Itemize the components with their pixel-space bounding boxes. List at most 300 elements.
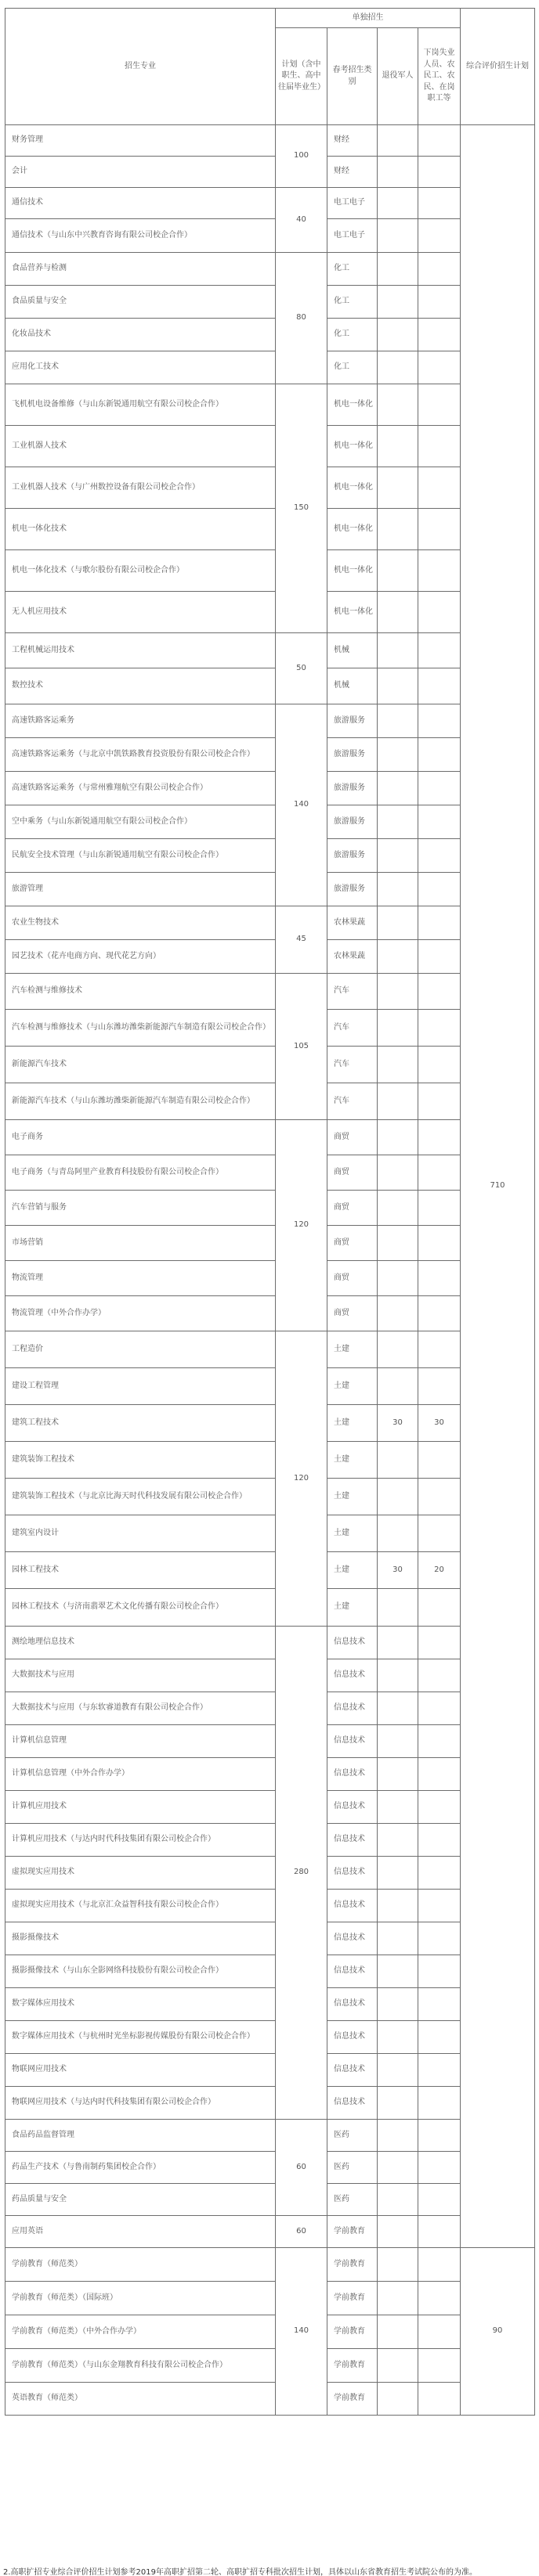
table-row <box>5 1331 535 1368</box>
category-cell: 机械 <box>327 633 378 668</box>
major-cell: 数控技术 <box>5 668 276 704</box>
header-single-admission: 单独招生 <box>276 9 461 28</box>
veteran-cell <box>378 1824 418 1857</box>
category-cell: 商贸 <box>327 1120 378 1155</box>
veteran-cell <box>378 1725 418 1758</box>
laid-off-cell <box>418 906 461 940</box>
laid-off-cell <box>418 1083 461 1120</box>
header-category: 春考招生类别 <box>327 28 378 125</box>
table-row <box>5 1955 535 1988</box>
category-cell: 旅游服务 <box>327 704 378 738</box>
veteran-cell <box>378 633 418 668</box>
laid-off-cell <box>418 2120 461 2152</box>
veteran-cell <box>378 2282 418 2315</box>
laid-off-cell <box>418 1155 461 1191</box>
table-row <box>5 1155 535 1191</box>
major-cell: 计算机信息管理 <box>5 1725 276 1758</box>
laid-off-cell <box>418 1659 461 1692</box>
laid-off-cell <box>418 1261 461 1296</box>
category-cell: 土建 <box>327 1552 378 1589</box>
laid-off-cell <box>418 319 461 351</box>
major-cell: 学前教育（师范类）（国际班） <box>5 2282 276 2315</box>
laid-off-cell <box>418 940 461 974</box>
plan-cell: 40 <box>276 188 327 253</box>
plan-cell: 105 <box>276 974 327 1120</box>
table-row <box>5 1515 535 1552</box>
category-cell: 土建 <box>327 1479 378 1515</box>
category-cell: 信息技术 <box>327 1659 378 1692</box>
veteran-cell <box>378 1791 418 1824</box>
veteran-cell <box>378 1890 418 1922</box>
major-cell: 数字媒体应用技术 <box>5 1988 276 2021</box>
laid-off-cell <box>418 1010 461 1047</box>
veteran-cell <box>378 1515 418 1552</box>
major-cell: 高速铁路客运乘务（与常州雅翔航空有限公司校企合作） <box>5 772 276 805</box>
major-cell: 机电一体化技术（与歌尔股份有限公司校企合作） <box>5 550 276 592</box>
major-cell: 电子商务（与青岛阿里产业教育科技股份有限公司校企合作） <box>5 1155 276 1191</box>
veteran-cell <box>378 2248 418 2282</box>
table-row <box>5 1758 535 1791</box>
laid-off-cell <box>418 1296 461 1331</box>
major-cell: 高速铁路客运乘务（与北京中凯铁路教育投资股份有限公司校企合作） <box>5 738 276 772</box>
major-cell: 园林工程技术（与济南翡翠艺术文化传播有限公司校企合作） <box>5 1589 276 1627</box>
veteran-cell <box>378 2054 418 2087</box>
major-cell: 工程机械运用技术 <box>5 633 276 668</box>
laid-off-cell <box>418 550 461 592</box>
veteran-cell <box>378 940 418 974</box>
header-veteran: 退役军人 <box>378 28 418 125</box>
laid-off-cell <box>418 2315 461 2349</box>
plan-cell: 280 <box>276 1627 327 2120</box>
category-cell: 财经 <box>327 125 378 157</box>
major-cell: 大数据技术与应用（与东软睿道教育有限公司校企合作） <box>5 1692 276 1725</box>
header-comprehensive: 综合评价招生计划 <box>461 9 535 125</box>
veteran-cell <box>378 509 418 550</box>
veteran-cell <box>378 157 418 188</box>
laid-off-cell <box>418 157 461 188</box>
laid-off-cell <box>418 592 461 633</box>
veteran-cell <box>378 253 418 286</box>
veteran-cell <box>378 592 418 633</box>
category-cell: 医药 <box>327 2120 378 2152</box>
veteran-cell <box>378 1627 418 1659</box>
category-cell: 化工 <box>327 319 378 351</box>
table-row <box>5 1824 535 1857</box>
category-cell: 土建 <box>327 1405 378 1442</box>
table-row <box>5 1659 535 1692</box>
veteran-cell <box>378 974 418 1010</box>
veteran-cell <box>378 319 418 351</box>
table-row <box>5 1988 535 2021</box>
table-row <box>5 2152 535 2184</box>
table-body <box>5 125 535 2416</box>
laid-off-cell <box>418 2349 461 2383</box>
table-row <box>5 550 535 592</box>
footer-note: 2.高职扩招专业综合评价招生计划参考2019年高职扩招第二轮、高职扩招专科批次招生计划，具体以山东省教育招生考试院公布的为准。 <box>3 2568 477 2576</box>
veteran-cell <box>378 1331 418 1368</box>
veteran-cell <box>378 1659 418 1692</box>
laid-off-cell <box>418 1331 461 1368</box>
laid-off-cell <box>418 286 461 319</box>
table-row <box>5 1791 535 1824</box>
major-cell: 会计 <box>5 157 276 188</box>
plan-cell: 80 <box>276 253 327 384</box>
laid-off-cell <box>418 668 461 704</box>
major-cell: 物联网应用技术 <box>5 2054 276 2087</box>
major-cell: 电子商务 <box>5 1120 276 1155</box>
major-cell: 通信技术 <box>5 188 276 219</box>
table-row <box>5 1442 535 1479</box>
plan-cell: 150 <box>276 384 327 633</box>
table-row <box>5 2120 535 2152</box>
veteran-cell <box>378 2349 418 2383</box>
major-cell: 通信技术（与山东中兴教育咨询有限公司校企合作） <box>5 219 276 253</box>
veteran-cell <box>378 1955 418 1988</box>
category-cell: 财经 <box>327 157 378 188</box>
laid-off-cell <box>418 2054 461 2087</box>
table-row <box>5 2248 535 2282</box>
major-cell: 药品质量与安全 <box>5 2184 276 2216</box>
major-cell: 新能源汽车技术（与山东潍坊潍柴新能源汽车制造有限公司校企合作） <box>5 1083 276 1120</box>
veteran-cell <box>378 805 418 839</box>
laid-off-cell <box>418 426 461 467</box>
category-cell: 化工 <box>327 286 378 319</box>
veteran-cell <box>378 286 418 319</box>
category-cell: 医药 <box>327 2184 378 2216</box>
laid-off-cell <box>418 704 461 738</box>
table-row <box>5 1627 535 1659</box>
comprehensive-total-cell: 710 <box>461 125 535 2248</box>
category-cell: 机电一体化 <box>327 550 378 592</box>
veteran-cell <box>378 1988 418 2021</box>
veteran-cell <box>378 467 418 509</box>
veteran-cell <box>378 1120 418 1155</box>
veteran-cell <box>378 2152 418 2184</box>
category-cell: 汽车 <box>327 974 378 1010</box>
major-cell: 应用化工技术 <box>5 351 276 384</box>
table-row <box>5 1226 535 1261</box>
major-cell: 学前教育（师范类）（与山东金翔教育科技有限公司校企合作） <box>5 2349 276 2383</box>
category-cell: 旅游服务 <box>327 873 378 906</box>
major-cell: 工业机器人技术 <box>5 426 276 467</box>
laid-off-cell <box>418 2021 461 2054</box>
table-row <box>5 2216 535 2248</box>
veteran-cell <box>378 2120 418 2152</box>
laid-off-cell <box>418 2248 461 2282</box>
major-cell: 高速铁路客运乘务 <box>5 704 276 738</box>
veteran-cell <box>378 772 418 805</box>
category-cell: 信息技术 <box>327 2021 378 2054</box>
laid-off-cell <box>418 2087 461 2120</box>
major-cell: 测绘地理信息技术 <box>5 1627 276 1659</box>
table-row <box>5 219 535 253</box>
plan-cell: 50 <box>276 633 327 704</box>
laid-off-cell <box>418 467 461 509</box>
veteran-cell <box>378 1296 418 1331</box>
plan-cell: 120 <box>276 1331 327 1627</box>
laid-off-cell <box>418 253 461 286</box>
laid-off-cell <box>418 1515 461 1552</box>
veteran-cell <box>378 2021 418 2054</box>
category-cell: 商贸 <box>327 1226 378 1261</box>
laid-off-cell <box>418 1627 461 1659</box>
category-cell: 汽车 <box>327 1047 378 1083</box>
category-cell: 学前教育 <box>327 2248 378 2282</box>
veteran-cell: 30 <box>378 1405 418 1442</box>
laid-off-cell <box>418 1955 461 1988</box>
laid-off-cell: 20 <box>418 1552 461 1589</box>
table-row <box>5 805 535 839</box>
major-cell: 计算机应用技术 <box>5 1791 276 1824</box>
veteran-cell <box>378 906 418 940</box>
major-cell: 汽车检测与维修技术 <box>5 974 276 1010</box>
laid-off-cell <box>418 2152 461 2184</box>
veteran-cell <box>378 426 418 467</box>
laid-off-cell <box>418 772 461 805</box>
table-row <box>5 738 535 772</box>
table-row <box>5 2087 535 2120</box>
veteran-cell <box>378 1857 418 1890</box>
table-row <box>5 873 535 906</box>
category-cell: 信息技术 <box>327 1692 378 1725</box>
major-cell: 药品生产技术（与鲁南制药集团校企合作） <box>5 2152 276 2184</box>
major-cell: 大数据技术与应用 <box>5 1659 276 1692</box>
category-cell: 信息技术 <box>327 1725 378 1758</box>
category-cell: 学前教育 <box>327 2282 378 2315</box>
category-cell: 信息技术 <box>327 2087 378 2120</box>
major-cell: 虚拟现实应用技术 <box>5 1857 276 1890</box>
major-cell: 食品药品监督管理 <box>5 2120 276 2152</box>
table-row <box>5 2021 535 2054</box>
laid-off-cell <box>418 219 461 253</box>
laid-off-cell <box>418 384 461 426</box>
admission-plan-table-wrapper <box>0 8 539 2416</box>
category-cell: 机电一体化 <box>327 467 378 509</box>
table-row <box>5 286 535 319</box>
veteran-cell <box>378 2184 418 2216</box>
category-cell: 农林果蔬 <box>327 906 378 940</box>
plan-cell: 140 <box>276 704 327 906</box>
table-row <box>5 188 535 219</box>
major-cell: 英语教育（师范类） <box>5 2383 276 2416</box>
category-cell: 信息技术 <box>327 1955 378 1988</box>
table-row <box>5 1296 535 1331</box>
category-cell: 机电一体化 <box>327 426 378 467</box>
laid-off-cell <box>418 1890 461 1922</box>
table-row <box>5 2282 535 2315</box>
major-cell: 市场营销 <box>5 1226 276 1261</box>
laid-off-cell <box>418 2383 461 2416</box>
major-cell: 飞机机电设备维修（与山东新锐通用航空有限公司校企合作） <box>5 384 276 426</box>
major-cell: 数字媒体应用技术（与杭州时光坐标影视传媒股份有限公司校企合作） <box>5 2021 276 2054</box>
header-plan: 计划（含中职生、高中往届毕业生） <box>276 28 327 125</box>
laid-off-cell <box>418 1047 461 1083</box>
category-cell: 电工电子 <box>327 219 378 253</box>
major-cell: 财务管理 <box>5 125 276 157</box>
category-cell: 信息技术 <box>327 1791 378 1824</box>
category-cell: 土建 <box>327 1442 378 1479</box>
table-row <box>5 668 535 704</box>
table-row <box>5 1857 535 1890</box>
veteran-cell <box>378 704 418 738</box>
plan-cell: 100 <box>276 125 327 188</box>
laid-off-cell <box>418 1725 461 1758</box>
category-cell: 机电一体化 <box>327 384 378 426</box>
laid-off-cell <box>418 1442 461 1479</box>
major-cell: 建筑室内设计 <box>5 1515 276 1552</box>
table-row <box>5 2383 535 2416</box>
veteran-cell <box>378 1758 418 1791</box>
table-row <box>5 467 535 509</box>
laid-off-cell <box>418 2282 461 2315</box>
category-cell: 电工电子 <box>327 188 378 219</box>
major-cell: 食品质量与安全 <box>5 286 276 319</box>
table-row <box>5 1725 535 1758</box>
major-cell: 农业生物技术 <box>5 906 276 940</box>
laid-off-cell <box>418 351 461 384</box>
category-cell: 学前教育 <box>327 2383 378 2416</box>
veteran-cell <box>378 1261 418 1296</box>
major-cell: 空中乘务（与山东新锐通用航空有限公司校企合作） <box>5 805 276 839</box>
major-cell: 物联网应用技术（与达内时代科技集团有限公司校企合作） <box>5 2087 276 2120</box>
table-row <box>5 1552 535 1589</box>
veteran-cell <box>378 2315 418 2349</box>
category-cell: 信息技术 <box>327 2054 378 2087</box>
category-cell: 信息技术 <box>327 1922 378 1955</box>
major-cell: 建筑装饰工程技术（与北京比海天时代科技发展有限公司校企合作） <box>5 1479 276 1515</box>
table-row <box>5 509 535 550</box>
admission-plan-table <box>5 8 535 2416</box>
laid-off-cell <box>418 1824 461 1857</box>
table-row <box>5 1083 535 1120</box>
category-cell: 机电一体化 <box>327 592 378 633</box>
table-row <box>5 1047 535 1083</box>
veteran-cell <box>378 1922 418 1955</box>
major-cell: 旅游管理 <box>5 873 276 906</box>
veteran-cell <box>378 2216 418 2248</box>
header-row-1 <box>5 9 535 28</box>
category-cell: 信息技术 <box>327 1988 378 2021</box>
veteran-cell <box>378 550 418 592</box>
table-row <box>5 1120 535 1155</box>
laid-off-cell <box>418 2216 461 2248</box>
major-cell: 计算机应用技术（与达内时代科技集团有限公司校企合作） <box>5 1824 276 1857</box>
plan-cell: 140 <box>276 2248 327 2416</box>
table-row <box>5 1692 535 1725</box>
laid-off-cell <box>418 1368 461 1405</box>
category-cell: 医药 <box>327 2152 378 2184</box>
major-cell: 应用英语 <box>5 2216 276 2248</box>
major-cell: 计算机信息管理（中外合作办学） <box>5 1758 276 1791</box>
veteran-cell <box>378 2087 418 2120</box>
table-row <box>5 157 535 188</box>
major-cell: 化妆品技术 <box>5 319 276 351</box>
major-cell: 建筑工程技术 <box>5 1405 276 1442</box>
major-cell: 园艺技术（花卉电商方向、现代花艺方向） <box>5 940 276 974</box>
category-cell: 学前教育 <box>327 2349 378 2383</box>
table-row <box>5 772 535 805</box>
category-cell: 机械 <box>327 668 378 704</box>
veteran-cell <box>378 1589 418 1627</box>
major-cell: 机电一体化技术 <box>5 509 276 550</box>
major-cell: 无人机应用技术 <box>5 592 276 633</box>
laid-off-cell <box>418 1692 461 1725</box>
plan-cell: 45 <box>276 906 327 974</box>
major-cell: 建设工程管理 <box>5 1368 276 1405</box>
category-cell: 土建 <box>327 1331 378 1368</box>
category-cell: 信息技术 <box>327 1824 378 1857</box>
table-row <box>5 1368 535 1405</box>
category-cell: 化工 <box>327 253 378 286</box>
veteran-cell <box>378 1155 418 1191</box>
laid-off-cell <box>418 1191 461 1226</box>
major-cell: 民航安全技术管理（与山东新锐通用航空有限公司校企合作） <box>5 839 276 873</box>
table-row <box>5 253 535 286</box>
laid-off-cell <box>418 1758 461 1791</box>
table-row <box>5 384 535 426</box>
laid-off-cell <box>418 1857 461 1890</box>
veteran-cell <box>378 188 418 219</box>
veteran-cell <box>378 668 418 704</box>
table-row <box>5 1479 535 1515</box>
category-cell: 土建 <box>327 1368 378 1405</box>
table-row <box>5 974 535 1010</box>
category-cell: 汽车 <box>327 1010 378 1047</box>
major-cell: 虚拟现实应用技术（与北京汇众益智科技有限公司校企合作） <box>5 1890 276 1922</box>
laid-off-cell <box>418 974 461 1010</box>
table-row <box>5 1589 535 1627</box>
veteran-cell <box>378 1191 418 1226</box>
table-row <box>5 2054 535 2087</box>
major-cell: 园林工程技术 <box>5 1552 276 1589</box>
veteran-cell <box>378 384 418 426</box>
laid-off-cell <box>418 1589 461 1627</box>
table-row <box>5 1922 535 1955</box>
major-cell: 汽车检测与维修技术（与山东潍坊潍柴新能源汽车制造有限公司校企合作） <box>5 1010 276 1047</box>
laid-off-cell <box>418 633 461 668</box>
table-row <box>5 1405 535 1442</box>
table-row <box>5 940 535 974</box>
major-cell: 建筑装饰工程技术 <box>5 1442 276 1479</box>
category-cell: 商贸 <box>327 1296 378 1331</box>
category-cell: 信息技术 <box>327 1890 378 1922</box>
major-cell: 汽车营销与服务 <box>5 1191 276 1226</box>
laid-off-cell <box>418 509 461 550</box>
laid-off-cell <box>418 2184 461 2216</box>
table-row <box>5 426 535 467</box>
laid-off-cell: 30 <box>418 1405 461 1442</box>
laid-off-cell <box>418 1922 461 1955</box>
laid-off-cell <box>418 1791 461 1824</box>
category-cell: 土建 <box>327 1515 378 1552</box>
category-cell: 机电一体化 <box>327 509 378 550</box>
table-row <box>5 2184 535 2216</box>
veteran-cell <box>378 1368 418 1405</box>
veteran-cell <box>378 351 418 384</box>
laid-off-cell <box>418 805 461 839</box>
laid-off-cell <box>418 188 461 219</box>
veteran-cell <box>378 1047 418 1083</box>
category-cell: 信息技术 <box>327 1857 378 1890</box>
category-cell: 汽车 <box>327 1083 378 1120</box>
veteran-cell <box>378 1083 418 1120</box>
table-row <box>5 319 535 351</box>
table-row <box>5 125 535 157</box>
major-cell: 摄影摄像技术（与山东全影网络科技股份有限公司校企合作） <box>5 1955 276 1988</box>
header-laid-off: 下岗失业人员、农民工、农民、在岗职工等 <box>418 28 461 125</box>
major-cell: 工程造价 <box>5 1331 276 1368</box>
veteran-cell <box>378 2383 418 2416</box>
